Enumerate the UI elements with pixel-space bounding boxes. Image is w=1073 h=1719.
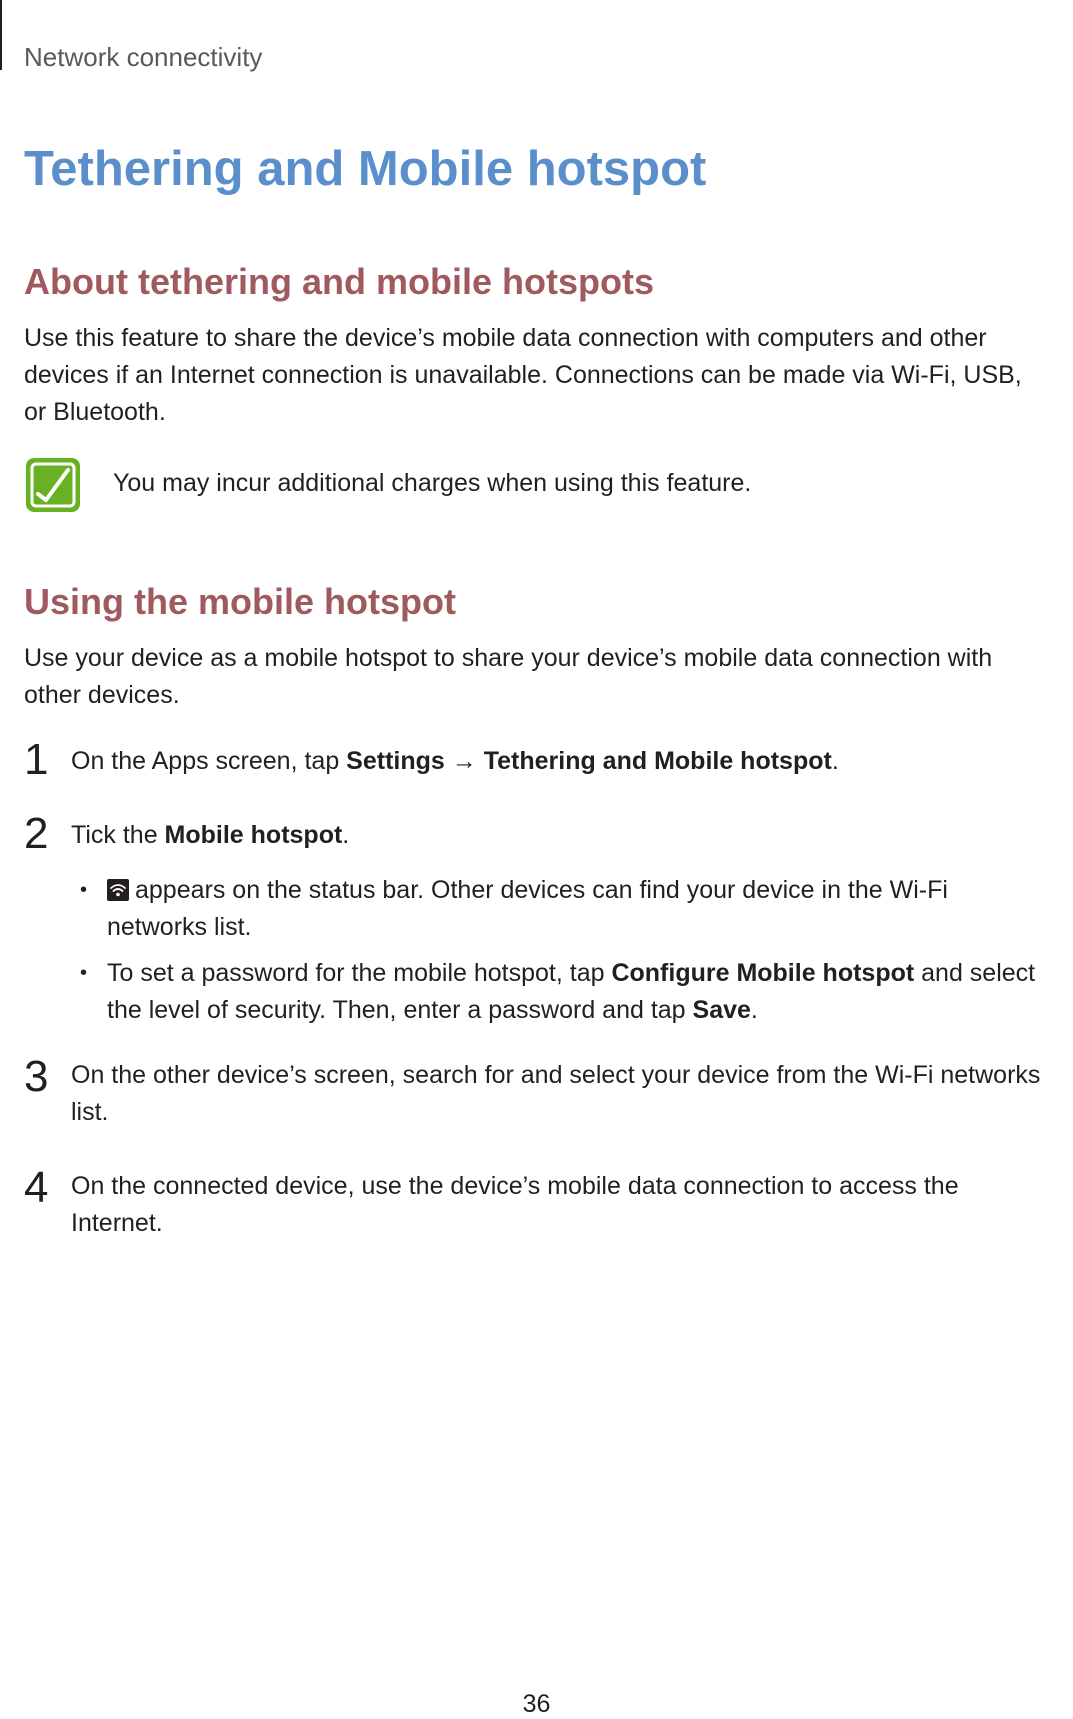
- section-heading-using: Using the mobile hotspot: [24, 581, 456, 622]
- step-3-text: On the other device’s screen, search for and select your device from the Wi-Fi networks list.: [71, 1061, 1041, 1126]
- step-number-2: 2: [24, 809, 49, 858]
- step-2-text: [71, 817, 1047, 854]
- margin-rule: [0, 0, 2, 70]
- step-1-pre: On the Apps screen, tap: [71, 747, 347, 775]
- note-text: You may incur additional charges when using this feature.: [113, 469, 752, 497]
- about-paragraph: Use this feature to share the device’s mobile data connection with computers and other devices if an Internet connection is unavailable. Connections can be made via Wi-Fi, USB, or Bluetooth.: [24, 324, 1022, 426]
- page-title: Tethering and Mobile hotspot: [24, 142, 707, 196]
- bullet-1-body: appears on the status bar. Other devices can find your device in the Wi-Fi networks list.: [107, 876, 948, 941]
- step-2-pre: Tick the: [71, 821, 165, 849]
- step-4-text: On the connected device, use the device’s mobile data connection to access the Internet.: [71, 1172, 959, 1237]
- step-1-settings: Settings: [346, 747, 445, 775]
- bullet-2-configure: Configure Mobile hotspot: [611, 959, 915, 987]
- step-2-period: .: [342, 821, 350, 849]
- bullet-marker: •: [80, 879, 88, 901]
- bullet-2-text: [107, 955, 1047, 1029]
- mobile-hotspot-icon: [107, 875, 129, 897]
- using-paragraph: Use your device as a mobile hotspot to share your device’s mobile data connection with other devices.: [24, 644, 993, 709]
- bullet-2-pre: To set a password for the mobile hotspot, tap: [107, 959, 612, 987]
- bullet-2-mid: and select the level of security. Then, enter a password and tap: [107, 959, 1036, 1024]
- step-1-menu-item: Tethering and Mobile hotspot: [483, 747, 832, 775]
- bullet-marker: •: [80, 962, 88, 984]
- step-number-1: 1: [24, 735, 49, 784]
- step-2-option: Mobile hotspot: [164, 821, 343, 849]
- step-1-arrow: →: [444, 747, 484, 775]
- bullet-1-text: [107, 872, 1047, 946]
- running-header: Network connectivity: [24, 42, 263, 72]
- section-heading-about: About tethering and mobile hotspots: [24, 261, 654, 302]
- page-number: 36: [522, 1690, 551, 1718]
- step-number-3: 3: [24, 1052, 49, 1101]
- step-1-period: .: [831, 747, 839, 775]
- bullet-2-period: .: [750, 996, 758, 1024]
- step-number-4: 4: [24, 1163, 49, 1212]
- step-1-text: [71, 743, 1047, 780]
- bullet-2-save: Save: [692, 996, 751, 1024]
- note-check-icon: [24, 456, 82, 514]
